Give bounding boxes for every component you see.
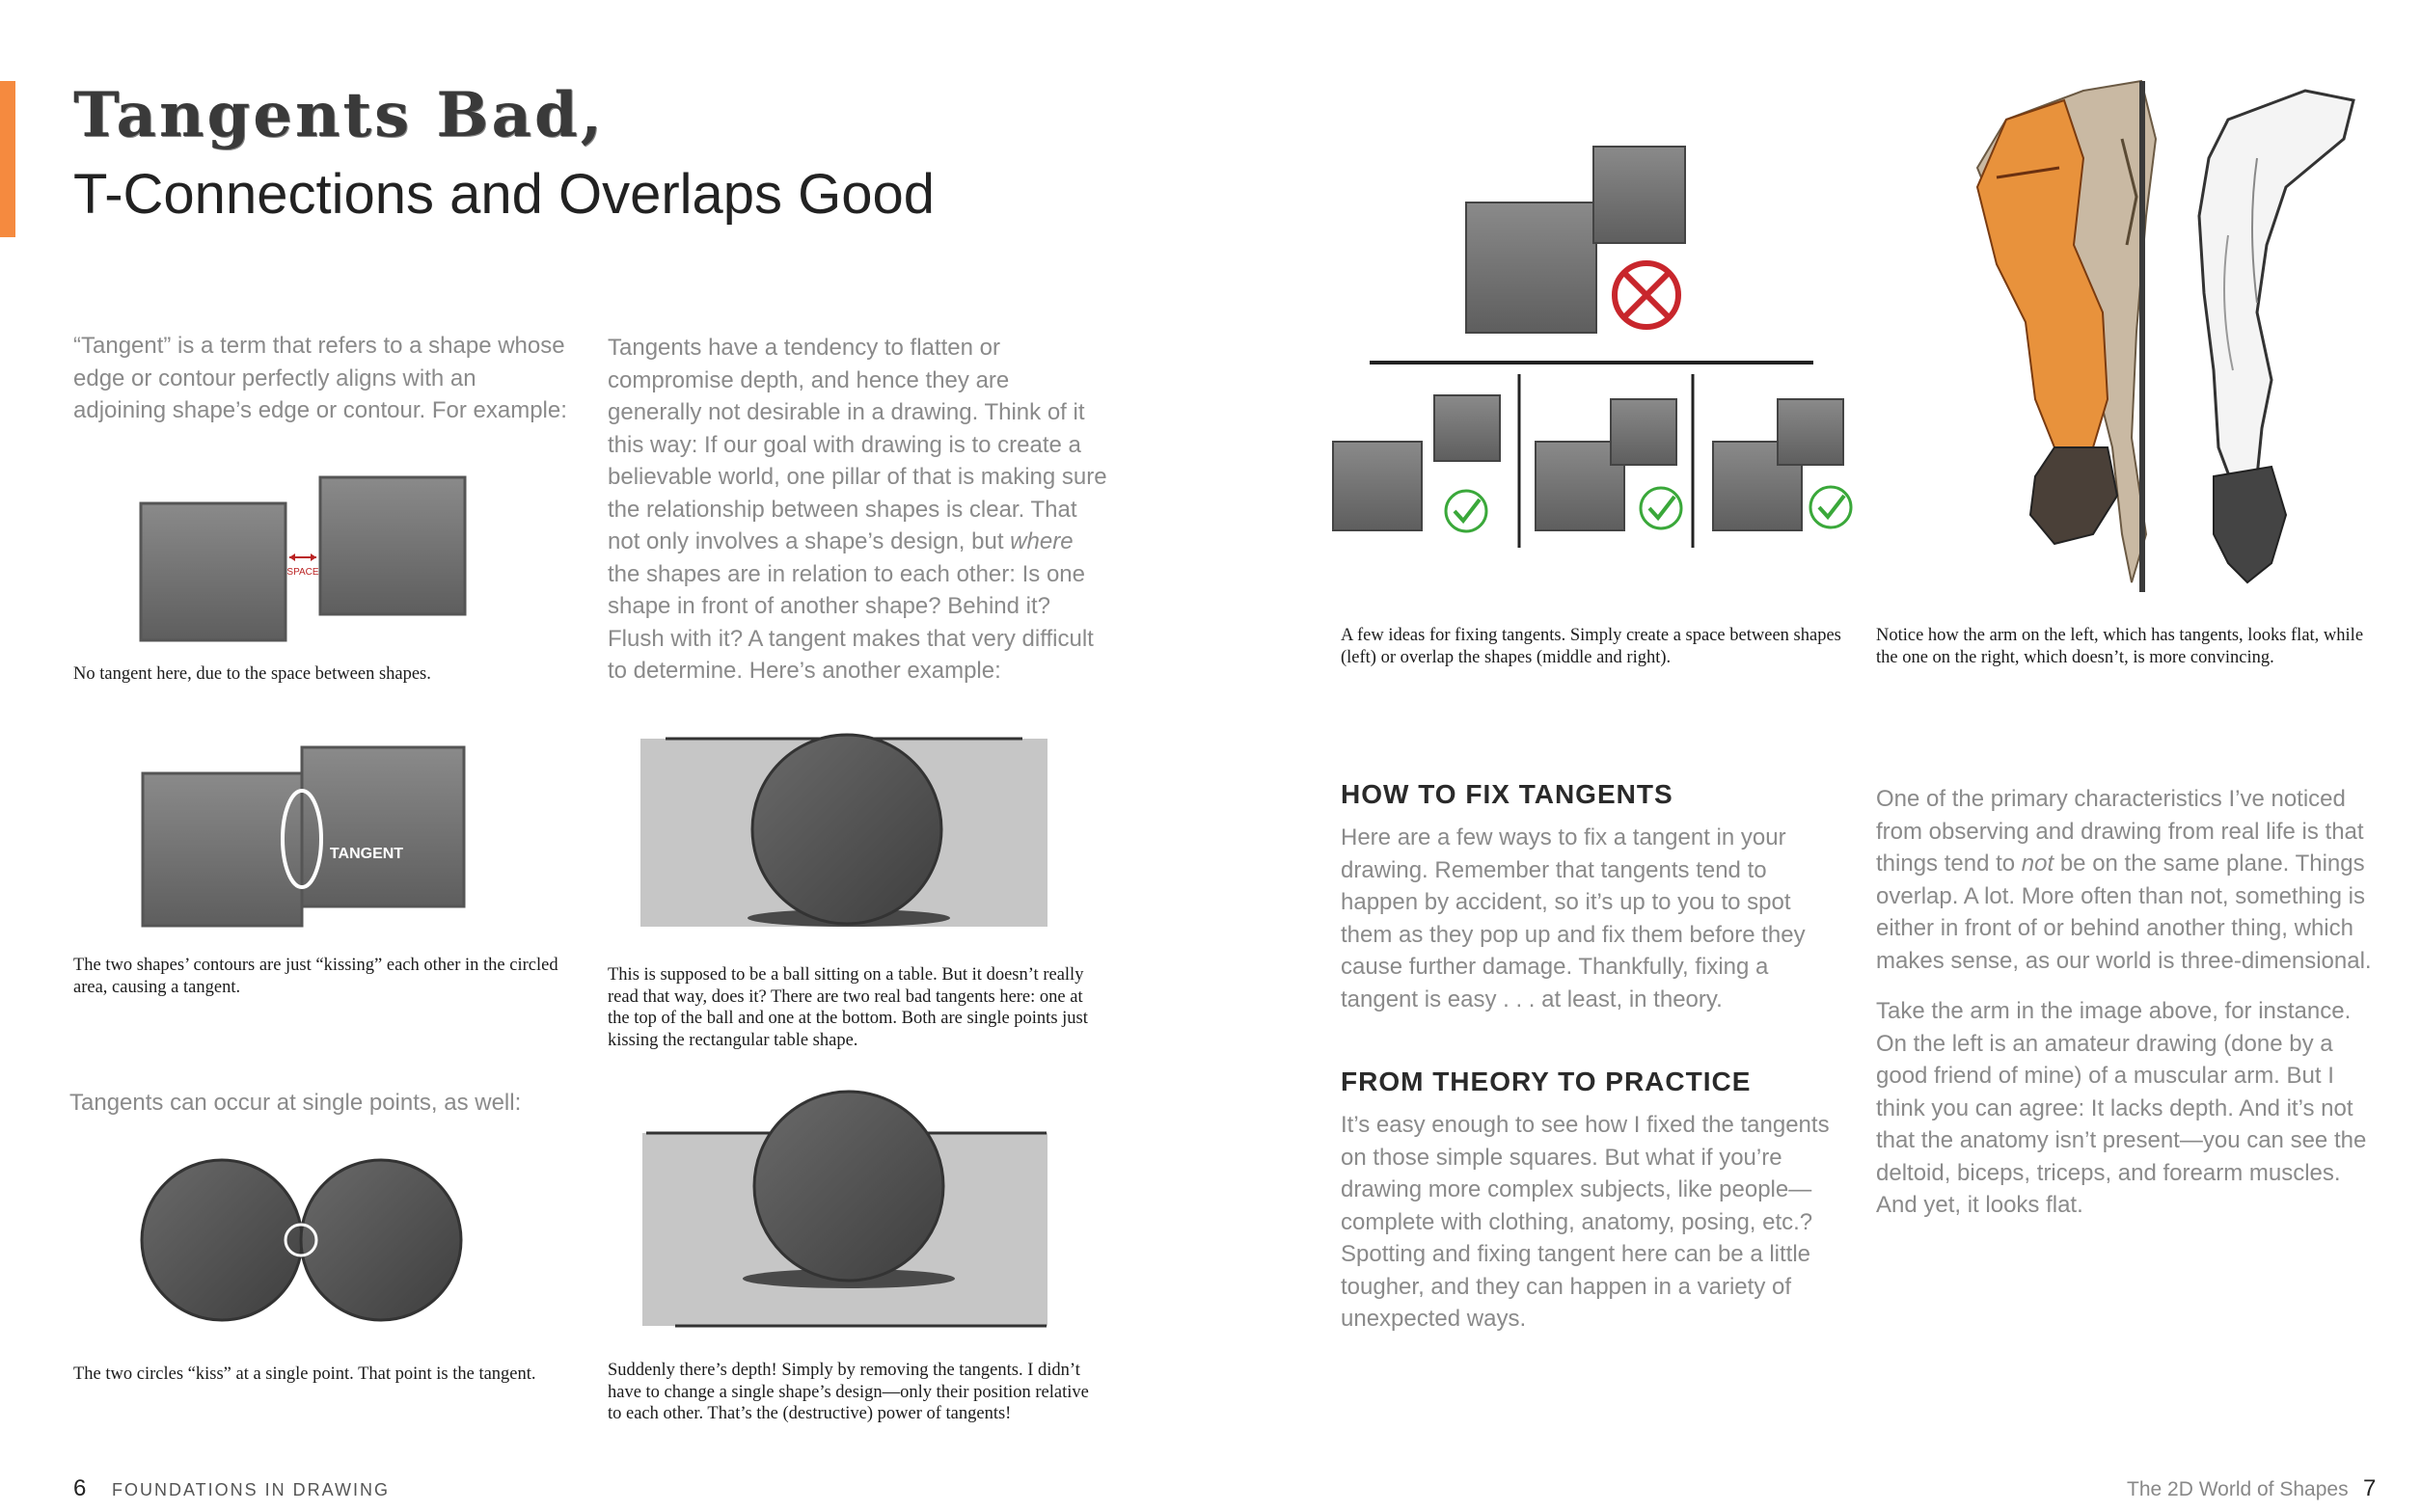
arm-example-paragraph: Take the arm in the image above, for instance. On the left is an amateur drawing (done by a good friend of mine) of a muscular arm. But I think you can agree: It lacks depth. And it’s not that the anatomy isn’t present—you can see the deltoid, biceps, triceps, and forearm muscles. And yet, it looks flat. [1876,998,2367,1218]
caption-ball-bad: This is supposed to be a ball sitting on a table. But it doesn’t really read that way, does it? There are two real bad tangents here: one at the top of the ball and one at the bottom. Both are single points just kissing the rectangular table shape. [608,965,1088,1050]
checkmark-in-circle-icon [1810,487,1851,527]
points-intro: Tangents can occur at single points, as well: [69,1090,522,1116]
caption-no-tangent: No tangent here, due to the space between shapes. [73,664,431,684]
page-title-line2: T-Connections and Overlaps Good [73,163,936,226]
x-in-circle-icon [1615,263,1678,327]
ball-shape [752,735,941,924]
figure-space-between-squares [135,472,473,641]
figure-fixing-tangents [1331,145,1852,550]
caption-fixing-tangents: A few ideas for fixing tangents. Simply create a space between shapes (left) or overlap the shapes (middle and right). [1341,626,1841,667]
heading-theory-to-practice: FROM THEORY TO PRACTICE [1341,1066,1752,1096]
left-page-number: 6 [73,1475,87,1501]
figure-kissing-circles [140,1157,468,1326]
ball-shape [754,1092,943,1281]
section-accent-bar [0,81,15,237]
checkmark-in-circle-icon [1641,488,1681,528]
left-running-head: FOUNDATIONS IN DRAWING [112,1480,390,1499]
theory-to-practice-paragraph: It’s easy enough to see how I fixed the tangents on those simple squares. But what if you’re drawing more complex subjects, like people—complete with clothing, anatomy, posing, etc.? Spotting and fixing tangent here can be a little tougher, and they can happen in a variety of unexpected ways. [1341,1112,1830,1332]
space-label: SPACE [286,567,319,578]
intro-paragraph: “Tangent” is a term that refers to a shape whose edge or contour perfectly aligns with an adjoining shape’s edge or contour. For example: [73,333,567,423]
how-to-fix-paragraph: Here are a few ways to fix a tangent in your drawing. Remember that tangents tend to happen by accident, so it’s up to you to spot them as they pop up and fix them before they cause further damage. Thankfully, fixing a tangent is easy . . . at least, in theory. [1341,824,1806,1012]
right-page-number: 7 [2363,1475,2377,1501]
tangent-label: TANGENT [329,846,404,862]
arm-illustration-convincing [2199,91,2353,582]
tangent-explanation-paragraph: Tangents have a tendency to flatten or compromise depth, and hence they are generally not desirable in a drawing. Think of it this way: If our goal with drawing is to create a believable world, one pillar of that is making sure the relationship between shapes is clear. That not only involves a shape’s design, but where the shapes are in relation to each other: Is one shape in front of another shape? Behind it? Flush with it? A tangent makes that very difficult to determine. Here’s another example: [608,335,1107,684]
caption-ball-good: Suddenly there’s depth! Simply by removing the tangents. I didn’t have to change a single shape’s design—only their position relative to each other. That’s the (destructive) power of tangents! [608,1361,1089,1423]
page-title-line1: Tangents Bad, [73,79,605,151]
caption-kissing-contours: The two shapes’ contours are just “kissing” each other in the circled area, causing a tangent. [73,956,558,997]
figure-ball-overlap-table [637,1090,1051,1331]
figure-tangent-squares [140,742,473,931]
square-left [141,503,286,640]
arm-illustration-flat [1977,81,2156,592]
checkmark-in-circle-icon [1446,491,1486,531]
heading-how-to-fix: HOW TO FIX TANGENTS [1341,779,1673,809]
caption-kissing-circles: The two circles “kiss” at a single point. That point is the tangent. [73,1364,536,1384]
figure-arm-comparison [1939,81,2373,602]
overlap-paragraph: One of the primary characteristics I’ve noticed from observing and drawing from real life is that things tend to not be on the same plane. Things overlap. A lot. More often than not, something is either in front of or behind another thing, which makes sense, as our world is three-dimensional. [1876,786,2372,974]
caption-arm-comparison: Notice how the arm on the left, which has tangents, looks flat, while the one on the right, which doesn’t, is more convincing. [1876,626,2364,667]
square-right [320,477,465,614]
figure-ball-tangent-table [637,733,1051,931]
right-running-head: The 2D World of Shapes [2127,1478,2349,1500]
